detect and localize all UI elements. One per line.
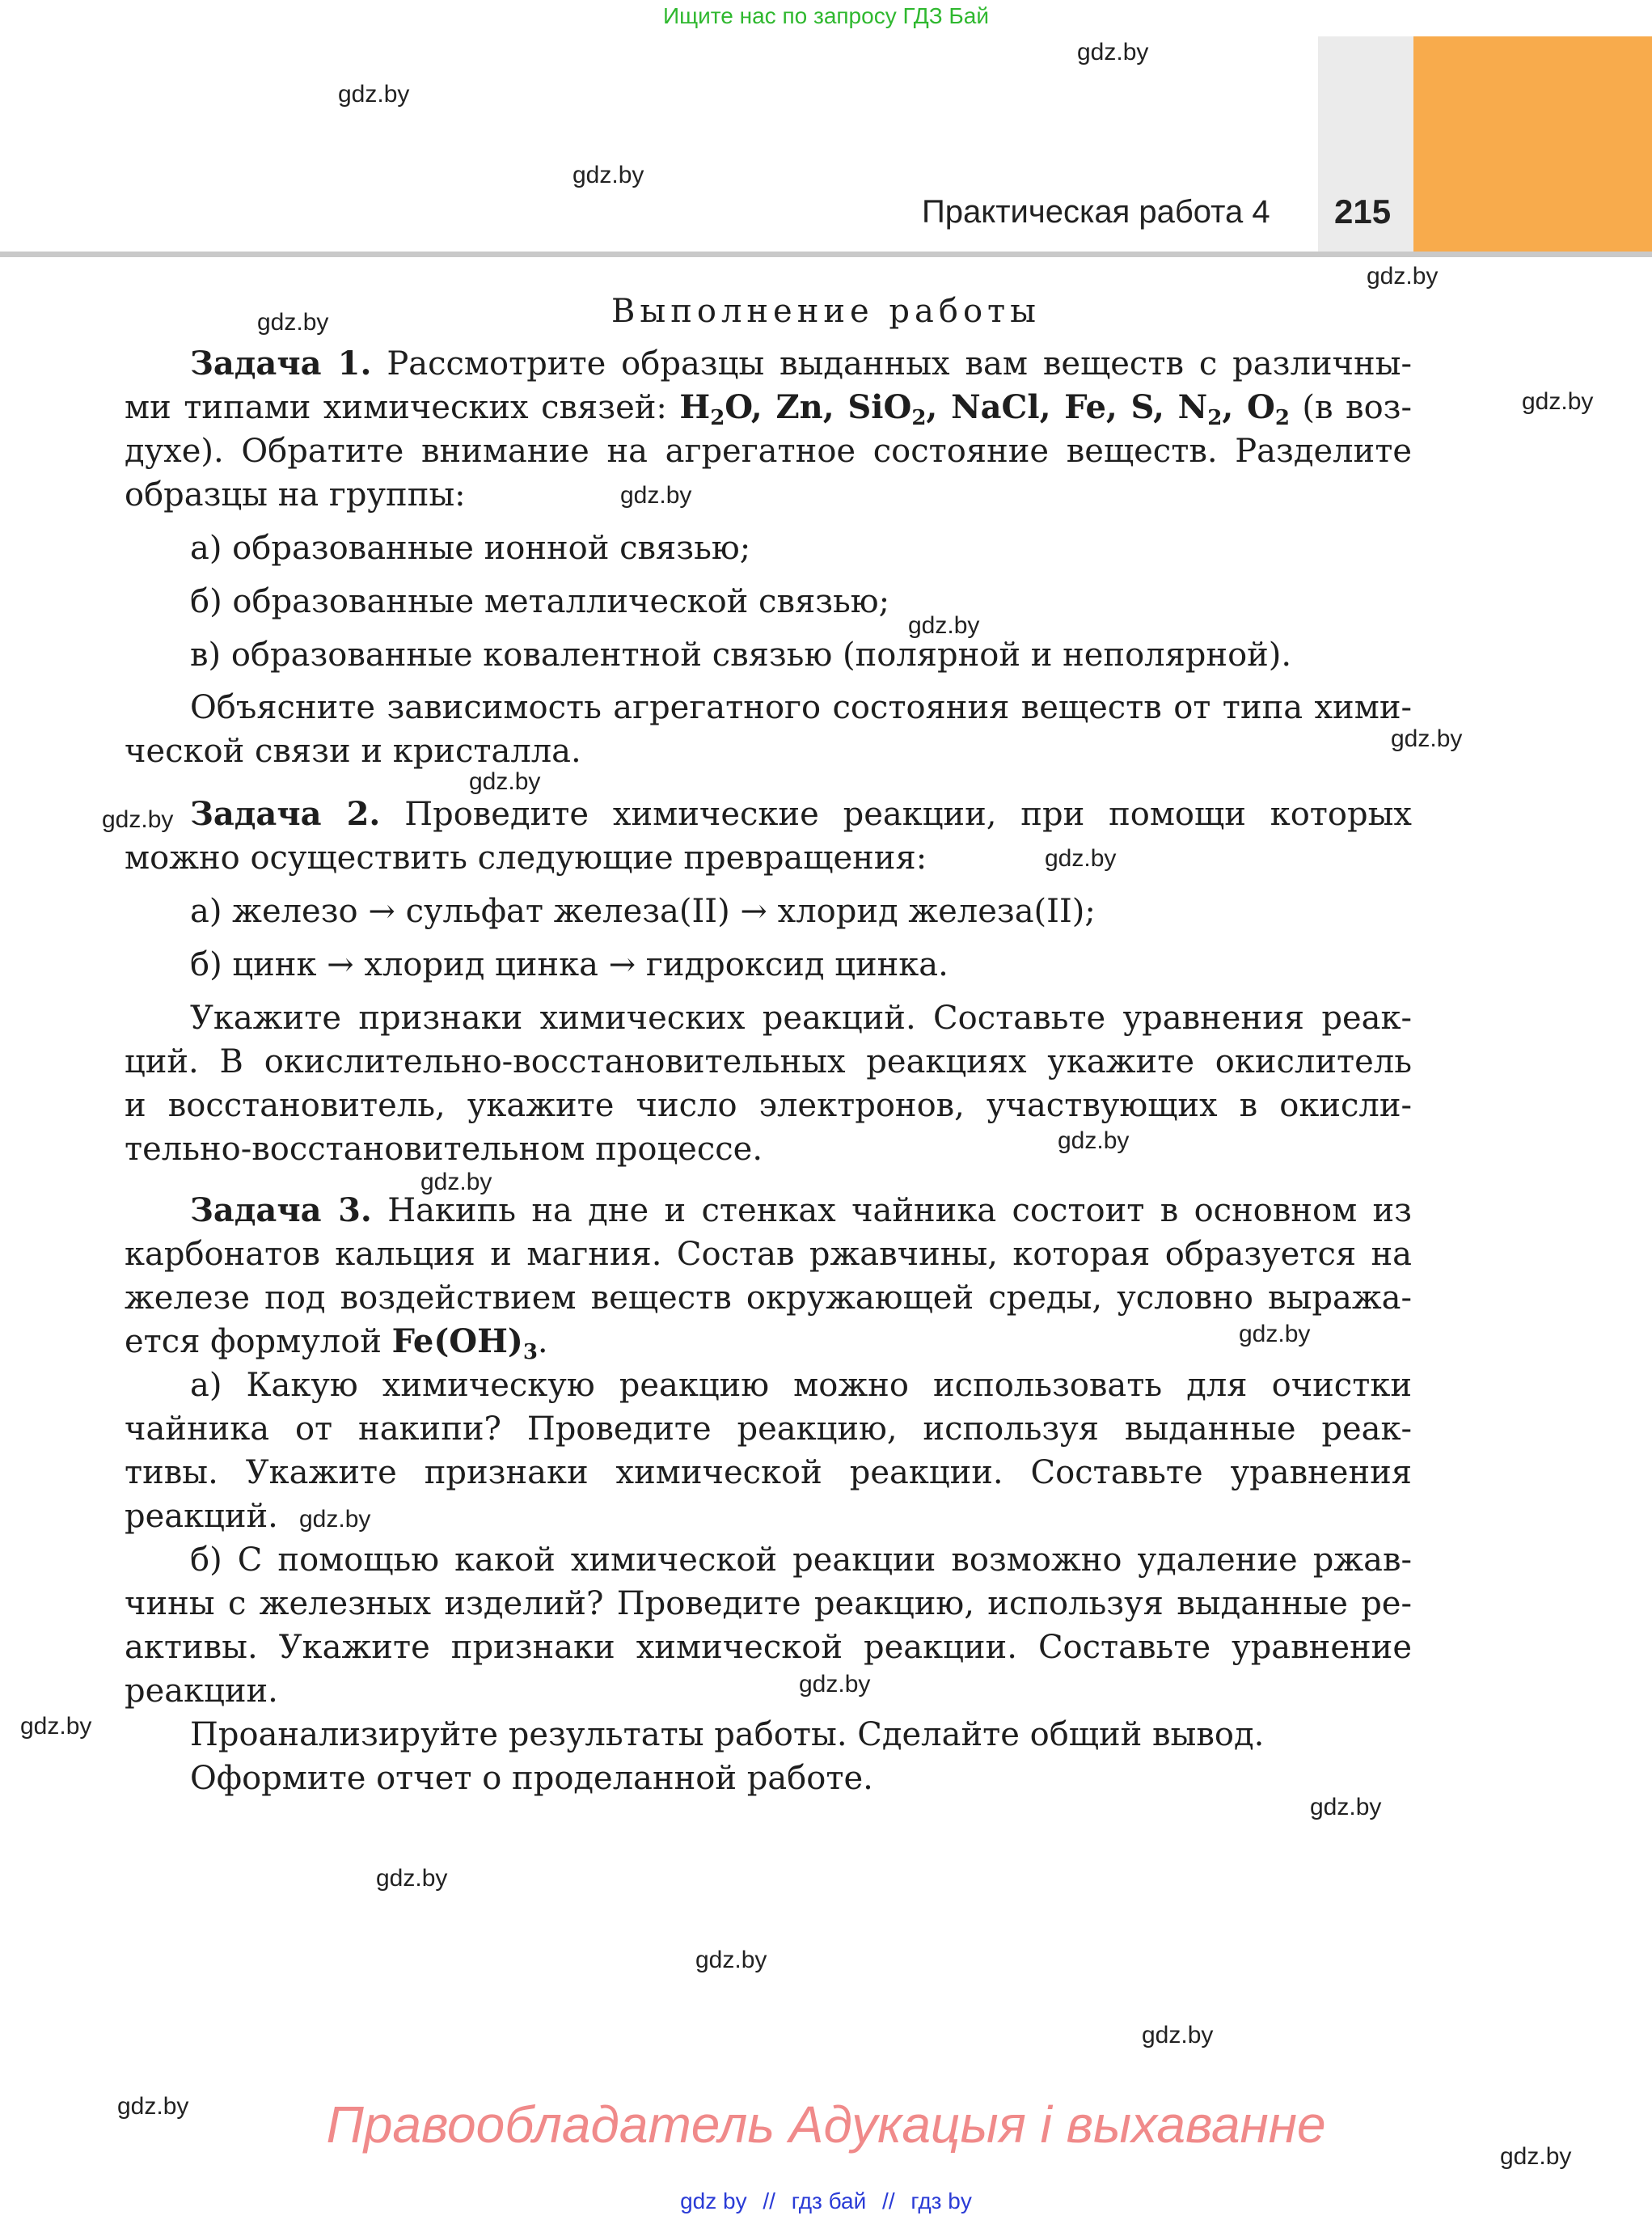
top-search-hint[interactable]: Ищите нас по запросу ГДЗ Бай: [662, 3, 990, 28]
link-separator: //: [763, 2188, 775, 2213]
task3-a-line-4: реакций.: [125, 1498, 278, 1535]
task3-label: Задача 3.: [190, 1191, 372, 1229]
link-gdz-by-2[interactable]: гдз by: [911, 2188, 972, 2213]
task2-para-3: и восстановитель, укажите число электронов, участвующих в окисли-: [125, 1087, 1412, 1124]
task3-line-2: карбонатов кальция и магния. Состав ржавчины, которая образуется на: [125, 1236, 1412, 1273]
link-gdz-by[interactable]: gdz by: [680, 2188, 747, 2213]
task3-a-line-3: тивы. Укажите признаки химической реакции. Составьте уравнения: [125, 1454, 1412, 1491]
watermark: gdz.by: [420, 1169, 492, 1195]
task1-line-4: образцы на группы:: [125, 476, 466, 514]
task2-para-2: ций. В окислительно-восстановительных реакциях укажите окислитель: [125, 1043, 1412, 1080]
watermark: gdz.by: [117, 2093, 189, 2120]
watermark: gdz.by: [1391, 725, 1463, 752]
task1-line-3: духе). Обратите внимание на агрегатное состояние веществ. Разделите: [125, 433, 1412, 470]
task1-line-1: Задача 1. Рассмотрите образцы выданных вам веществ с различны-: [190, 345, 1412, 383]
task2-para-1: Укажите признаки химических реакций. Составьте уравнения реак-: [190, 1000, 1412, 1037]
task3-b-line-1: б) С помощью какой химической реакции возможно удаление ржав-: [190, 1541, 1412, 1579]
watermark: gdz.by: [469, 768, 541, 795]
task2-item-b: б) цинк → хлорид цинка → гидроксид цинка.: [190, 946, 949, 983]
section-title: Выполнение работы: [611, 293, 1041, 330]
conclusion-line-1: Проанализируйте результаты работы. Сделайте общий вывод.: [190, 1716, 1265, 1753]
task3-a-line-1: а) Какую химическую реакцию можно использовать для очистки: [190, 1367, 1412, 1404]
task1-item-a: а) образованные ионной связью;: [190, 530, 751, 567]
bottom-links: [0, 2188, 1652, 2214]
watermark: gdz.by: [1500, 2143, 1572, 2170]
task3-line-3: железе под воздействием веществ окружающей среды, условно выража-: [125, 1279, 1412, 1317]
task3-a-line-2: чайника от накипи? Проведите реакцию, используя выданные реак-: [125, 1410, 1412, 1448]
task1-label: Задача 1.: [190, 345, 372, 383]
watermark: gdz.by: [1142, 2022, 1214, 2049]
task3-b-line-3: активы. Укажите признаки химической реакции. Составьте уравнение: [125, 1629, 1412, 1666]
watermark: gdz.by: [1367, 263, 1439, 290]
watermark: gdz.by: [799, 1671, 871, 1698]
task3-line-1: Задача 3. Накипь на дне и стенках чайника состоит в основном из: [190, 1191, 1413, 1229]
watermark: gdz.by: [1310, 1794, 1382, 1820]
watermark: gdz.by: [1077, 39, 1149, 66]
task3-b-line-4: реакции.: [125, 1672, 278, 1710]
header-orange-tab: [1413, 36, 1652, 253]
watermark: gdz.by: [1058, 1127, 1130, 1154]
watermark: gdz.by: [908, 612, 980, 639]
watermark: gdz.by: [1522, 388, 1594, 415]
copyright-holder: Правообладатель Адукацыя і выхаванне: [326, 2095, 1326, 2154]
task2-line-1: Задача 2. Проведите химические реакции, при помощи которых: [190, 795, 1412, 833]
task1-line-2: ми типами химических связей: $H_2O$, Zn, SiO$_2$, NaCl, Fe, S, $N_2$, $O_2$ (в воз-: [125, 388, 1412, 430]
task2-item-a: а) железо → сульфат железа(II) → хлорид железа(II);: [190, 893, 1096, 930]
watermark: gdz.by: [257, 309, 329, 336]
task2-label: Задача 2.: [190, 795, 381, 833]
watermark: gdz.by: [376, 1865, 448, 1892]
task1-item-b: б) образованные металлической связью;: [190, 583, 890, 620]
watermark: gdz.by: [620, 482, 692, 509]
watermark: gdz.by: [102, 806, 174, 833]
watermark: gdz.by: [20, 1713, 92, 1740]
header-rule: [0, 252, 1652, 257]
conclusion-line-2: Оформите отчет о проделанной работе.: [190, 1760, 873, 1797]
link-gdz-bai[interactable]: гдз бай: [791, 2188, 867, 2213]
watermark: gdz.by: [695, 1947, 767, 1973]
task1-explain-2: ческой связи и кристалла.: [125, 733, 581, 770]
watermark: gdz.by: [572, 162, 644, 188]
running-head: Практическая работа 4: [922, 194, 1270, 230]
watermark: gdz.by: [1045, 845, 1117, 872]
link-separator: //: [882, 2188, 895, 2213]
page-number: 215: [1334, 192, 1392, 230]
task3-b-line-2: чины с железных изделий? Проведите реакцию, используя выданные ре-: [125, 1585, 1412, 1622]
watermark: gdz.by: [338, 81, 410, 108]
task3-line-4: ется формулой $Fe(OH)_3$.: [125, 1322, 548, 1364]
watermark: gdz.by: [299, 1506, 371, 1533]
task2-para-4: тельно-восстановительном процессе.: [125, 1131, 763, 1168]
task1-item-c: в) образованные ковалентной связью (полярной и неполярной).: [190, 636, 1292, 674]
watermark: gdz.by: [1239, 1321, 1311, 1347]
task1-explain-1: Объясните зависимость агрегатного состояния веществ от типа хими-: [190, 689, 1412, 726]
task2-line-2: можно осуществить следующие превращения:: [125, 839, 927, 877]
